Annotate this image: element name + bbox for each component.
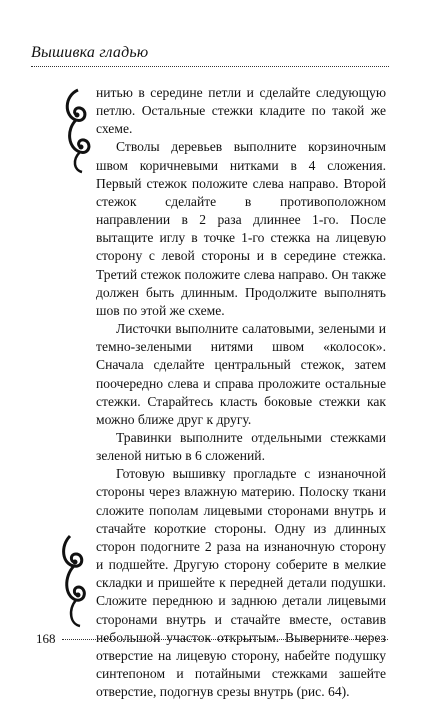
body-text bbox=[96, 84, 386, 701]
paragraph: Травинки выполните отдельными стежками зеленой нитью в 6 сложений. bbox=[96, 429, 386, 464]
paragraph: Готовую вышивку прогладьте с изнаночной стороны через влажную материю. Полоску ткани сложите пополам лицевыми сторонами внутрь и стачайте короткие стороны. Одну из длинных сторон подогните 2 раза на изнаночную сторону и подшейте. Другую сторону соберите в мелкие складки и пришейте к передней детали подушки. Сложите переднюю и заднюю детали лицевыми сторонами внутрь и стачайте вместе, оставив небольшой участок открытым. Выверните через отверстие на лицевую сторону, набейте подушку синтепоном и потайными стежками зашейте отверстие, подогнув срезы внутрь (рис. 64). bbox=[96, 466, 386, 700]
footer-divider bbox=[62, 639, 388, 640]
flourish-ornament-top-icon bbox=[58, 86, 94, 176]
paragraph: Стволы деревьев выполните корзиночным швом коричневыми нитками в 4 сложения. Первый стежок положите слева направо. Второй стежок сделайте в противоположном направлении в 2 раза длиннее 1-го. После вытащите иглу в точке 1-го стежка на лицевую сторону с левой стороны и в середине стежка. Третий стежок положите слева направо. Он также должен быть длинным. Продолжите выполнять шов по этой же схеме. bbox=[96, 139, 386, 318]
header-divider bbox=[31, 66, 389, 67]
flourish-ornament-bottom-icon bbox=[56, 530, 90, 630]
page-number: 168 bbox=[36, 631, 56, 646]
running-head: Вышивка гладью bbox=[31, 44, 149, 61]
paragraph: Листочки выполните салатовыми, зелеными и темно-зелеными нитями швом «колосок». Сначала сделайте центральный стежок, затем поочередно слева и справа проложите остальные стежки. Старайтесь класть боковые стежки как можно ближе друг к другу. bbox=[96, 321, 386, 427]
paragraph: нитью в середине петли и сделайте следующую петлю. Остальные стежки кладите по такой же схеме. bbox=[96, 85, 386, 137]
